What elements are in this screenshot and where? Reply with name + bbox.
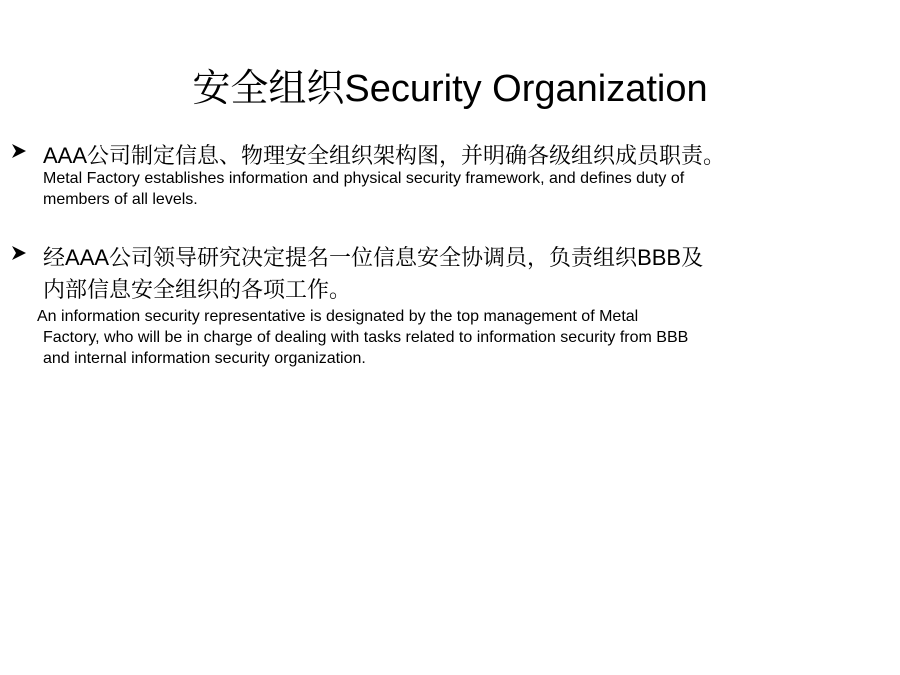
- arrowhead-bullet-icon: [10, 244, 28, 262]
- bullet-en-line: Factory, who will be in charge of dealing with tasks related to information security from BBB: [43, 329, 689, 346]
- slide-title: [0, 64, 900, 113]
- bullet-en-line: and internal information security organization.: [43, 350, 366, 367]
- slide-title-zh: 安全组织: [192, 66, 345, 110]
- bullet-zh-segment: 内部信息安全组织的各项工作。: [43, 278, 352, 303]
- bullet-zh-text-line2: [43, 274, 833, 307]
- bullet-zh-segment: 公司领导研究决定提名一位信息安全协调员，负责组织: [109, 246, 638, 271]
- bullet-en-line: Metal Factory establishes information and physical security framework, and defines duty of: [43, 170, 685, 187]
- bullet-zh-segment: 经: [43, 246, 66, 271]
- bullet-en-line: An information security representative is designated by the top management of Metal: [37, 308, 639, 325]
- bullet-zh-segment: BBB: [637, 245, 682, 270]
- arrowhead-bullet-icon: [10, 142, 28, 160]
- bullet-zh-segment: 公司制定信息、物理安全组织架构图，并明确各级组织成员职责。: [87, 144, 726, 169]
- bullet-zh-segment: AAA: [43, 143, 88, 168]
- slide-title-en: Security Organization: [344, 68, 708, 110]
- bullet-zh-segment: AAA: [65, 245, 110, 270]
- bullet-en-line: members of all levels.: [43, 191, 198, 208]
- bullet-zh-text: [43, 242, 833, 275]
- bullet-zh-segment: 及: [681, 246, 704, 271]
